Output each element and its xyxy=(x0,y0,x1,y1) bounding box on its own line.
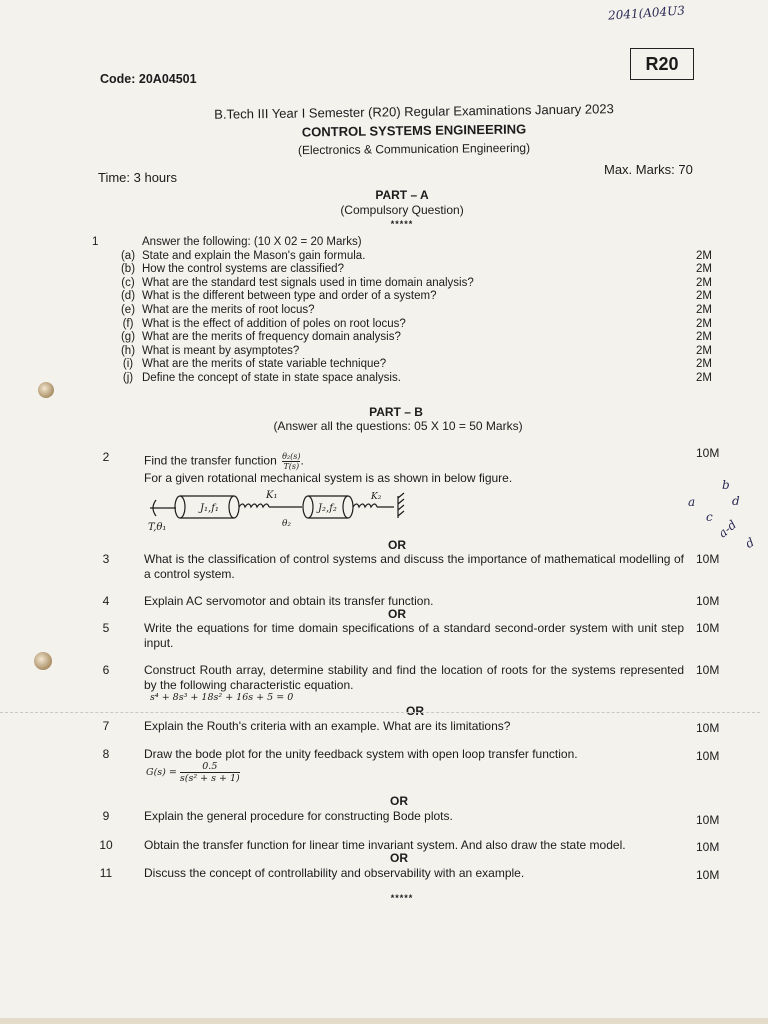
fraction-denominator: T(s) xyxy=(283,462,300,471)
item-text: Define the concept of state in state space analysis. xyxy=(142,371,401,384)
item-text: How the control systems are classified? xyxy=(142,263,344,276)
part-a-stars: ***** xyxy=(390,219,414,229)
question-number: 10 xyxy=(99,838,113,852)
question-text-2: For a given rotational mechanical system is as shown in below figure. xyxy=(144,471,513,485)
question-marks: 10M xyxy=(696,840,720,854)
question-number: 7 xyxy=(102,719,110,733)
or-separator: OR xyxy=(390,794,408,808)
or-separator: OR xyxy=(390,851,408,865)
transfer-function-g xyxy=(146,761,240,784)
item-letter: (f) xyxy=(122,317,134,330)
wall-hatch xyxy=(398,493,404,516)
g-denominator: s(s² + s + 1) xyxy=(179,773,240,784)
question-text: Explain the general procedure for constructing Bode plots. xyxy=(144,809,453,823)
end-stars: ***** xyxy=(390,893,414,903)
question-text: Explain AC servomotor and obtain its transfer function. xyxy=(144,594,434,608)
spring-k2 xyxy=(353,504,377,507)
part-b-subtitle: (Answer all the questions: 05 X 10 = 50 Marks) xyxy=(273,419,523,433)
question-text: Explain the Routh's criteria with an example. What are its limitations? xyxy=(144,719,511,733)
or-separator: OR xyxy=(388,607,406,621)
list-item xyxy=(92,331,732,345)
torque-label: T,θ₁ xyxy=(148,522,167,532)
item-marks: 2M xyxy=(696,371,712,384)
question-number: 2 xyxy=(102,450,110,464)
item-text: What is the different between type and order of a system? xyxy=(142,290,437,303)
question-number: 9 xyxy=(102,809,110,823)
margin-note: d xyxy=(732,494,740,508)
item-text: What are the merits of state variable technique? xyxy=(142,358,387,371)
question-3 xyxy=(96,552,736,584)
margin-note: d xyxy=(743,535,757,551)
inertia-1-end xyxy=(175,496,185,518)
g-numerator: 0.5 xyxy=(180,761,240,773)
regulation-badge: R20 xyxy=(630,48,694,80)
inertia-1-face xyxy=(229,496,239,518)
item-letter: (g) xyxy=(120,331,136,344)
question-6 xyxy=(96,663,736,695)
question-text: Obtain the transfer function for linear time invariant system. And also draw the state model. xyxy=(144,838,626,852)
question-text: Construct Routh array, determine stability and find the location of roots for the systems represented by the following characteristic equation. xyxy=(144,663,684,692)
page-edge xyxy=(0,1018,768,1024)
item-marks: 2M xyxy=(696,358,712,371)
list-item xyxy=(92,372,732,386)
item-text: State and explain the Mason's gain formula. xyxy=(142,249,366,262)
question-marks: 10M xyxy=(696,446,720,460)
exam-title: B.Tech III Year I Semester (R20) Regular Examinations January 2023 xyxy=(214,101,614,122)
k1-label: K₁ xyxy=(266,490,278,501)
question-marks: 10M xyxy=(696,552,720,566)
list-item xyxy=(92,345,732,359)
list-item xyxy=(92,318,732,332)
question-11 xyxy=(96,866,736,882)
punch-hole xyxy=(38,382,54,398)
question-number: 11 xyxy=(99,866,113,880)
q1-instruction: Answer the following: (10 X 02 = 20 Marks) xyxy=(142,236,362,248)
question-number: 5 xyxy=(102,621,110,635)
part-a-subtitle: (Compulsory Question) xyxy=(340,203,464,217)
item-text: What are the merits of root locus? xyxy=(142,303,315,316)
inertia-2-face xyxy=(343,496,353,518)
item-letter: (b) xyxy=(120,263,136,276)
j1-label: J₁,f₁ xyxy=(200,503,219,514)
item-letter: (j) xyxy=(122,371,134,384)
item-letter: (d) xyxy=(120,290,136,303)
question-number: 8 xyxy=(102,747,110,761)
item-text: What is meant by asymptotes? xyxy=(142,344,300,357)
question-number: 6 xyxy=(102,663,110,677)
question-text: Find the transfer function xyxy=(144,453,277,468)
item-letter: (e) xyxy=(120,303,136,316)
theta2-label: θ₂ xyxy=(282,519,292,529)
item-marks: 2M xyxy=(696,249,712,262)
g-lhs: G(s) = xyxy=(146,767,177,778)
item-letter: (c) xyxy=(121,276,135,289)
characteristic-equation: s⁴ + 8s³ + 18s² + 16s + 5 = 0 xyxy=(150,692,294,703)
inertia-2-end xyxy=(303,496,313,518)
question-text: What is the classification of control systems and discuss the importance of mathematical modelling of a control system. xyxy=(144,552,684,581)
question-marks: 10M xyxy=(696,621,720,635)
item-marks: 2M xyxy=(696,303,712,316)
margin-note: a xyxy=(688,495,696,509)
part-a-title: PART – A xyxy=(375,188,429,202)
question-marks: 10M xyxy=(696,868,720,882)
question-marks: 10M xyxy=(696,749,720,763)
k2-label: K₂ xyxy=(371,492,382,502)
time-allowed: Time: 3 hours xyxy=(98,170,177,185)
list-item xyxy=(92,277,732,291)
g-fraction xyxy=(180,761,240,784)
margin-note: c xyxy=(706,510,713,524)
question-marks: 10M xyxy=(696,594,720,608)
transfer-fraction xyxy=(282,452,300,471)
question-number: 3 xyxy=(102,552,110,566)
scan-line xyxy=(0,712,760,713)
handwritten-annotation: 2041(A04U3 xyxy=(607,3,686,23)
question-4 xyxy=(96,594,736,610)
item-marks: 2M xyxy=(696,263,712,276)
item-marks: 2M xyxy=(696,344,712,357)
j2-label: J₂,f₂ xyxy=(318,503,337,514)
question-5 xyxy=(96,621,736,653)
fraction-numerator: θ₂(s) xyxy=(282,452,301,461)
item-letter: (h) xyxy=(120,344,136,357)
question-1 xyxy=(92,236,732,386)
list-item xyxy=(92,304,732,318)
item-marks: 2M xyxy=(696,290,712,303)
question-9 xyxy=(96,809,736,825)
rotational-system-figure xyxy=(142,486,432,532)
question-marks: 10M xyxy=(696,813,720,827)
or-separator: OR xyxy=(406,704,424,718)
list-item xyxy=(92,290,732,304)
paper-code: Code: 20A04501 xyxy=(100,72,197,86)
question-number: 4 xyxy=(102,594,110,608)
part-b-title: PART – B xyxy=(369,405,423,419)
question-text: Write the equations for time domain specifications of a standard second-order system with unit step input. xyxy=(144,621,684,650)
item-marks: 2M xyxy=(696,276,712,289)
question-text: Discuss the concept of controllability and observability with an example. xyxy=(144,866,525,880)
item-text: What are the merits of frequency domain analysis? xyxy=(142,331,401,344)
question-10 xyxy=(96,838,736,854)
question-7 xyxy=(96,719,736,735)
item-text: What is the effect of addition of poles on root locus? xyxy=(142,317,406,330)
subject-title: CONTROL SYSTEMS ENGINEERING xyxy=(301,121,527,140)
item-letter: (i) xyxy=(122,358,134,371)
question-2: 2 Find the transfer function $\frac{\text{θ₂(s)}}{T(s)}$ . 10M xyxy=(96,450,736,470)
spring-k1 xyxy=(239,504,269,507)
max-marks: Max. Marks: 70 xyxy=(604,162,693,177)
margin-note: a-d xyxy=(715,517,740,541)
list-item xyxy=(92,263,732,277)
item-marks: 2M xyxy=(696,317,712,330)
punch-hole xyxy=(34,652,52,670)
question-text: Draw the bode plot for the unity feedback system with open loop transfer function. xyxy=(144,747,578,761)
item-letter: (a) xyxy=(120,249,136,262)
question-number: 1 xyxy=(92,236,99,248)
or-separator: OR xyxy=(388,538,406,552)
item-marks: 2M xyxy=(696,331,712,344)
margin-note: b xyxy=(722,478,730,492)
q1-instruction-row xyxy=(92,236,732,250)
branch-title: (Electronics & Communication Engineering) xyxy=(297,140,531,158)
list-item xyxy=(92,250,732,264)
item-text: What are the standard test signals used in time domain analysis? xyxy=(142,276,474,289)
question-marks: 10M xyxy=(696,663,720,677)
question-marks: 10M xyxy=(696,721,720,735)
list-item xyxy=(92,358,732,372)
